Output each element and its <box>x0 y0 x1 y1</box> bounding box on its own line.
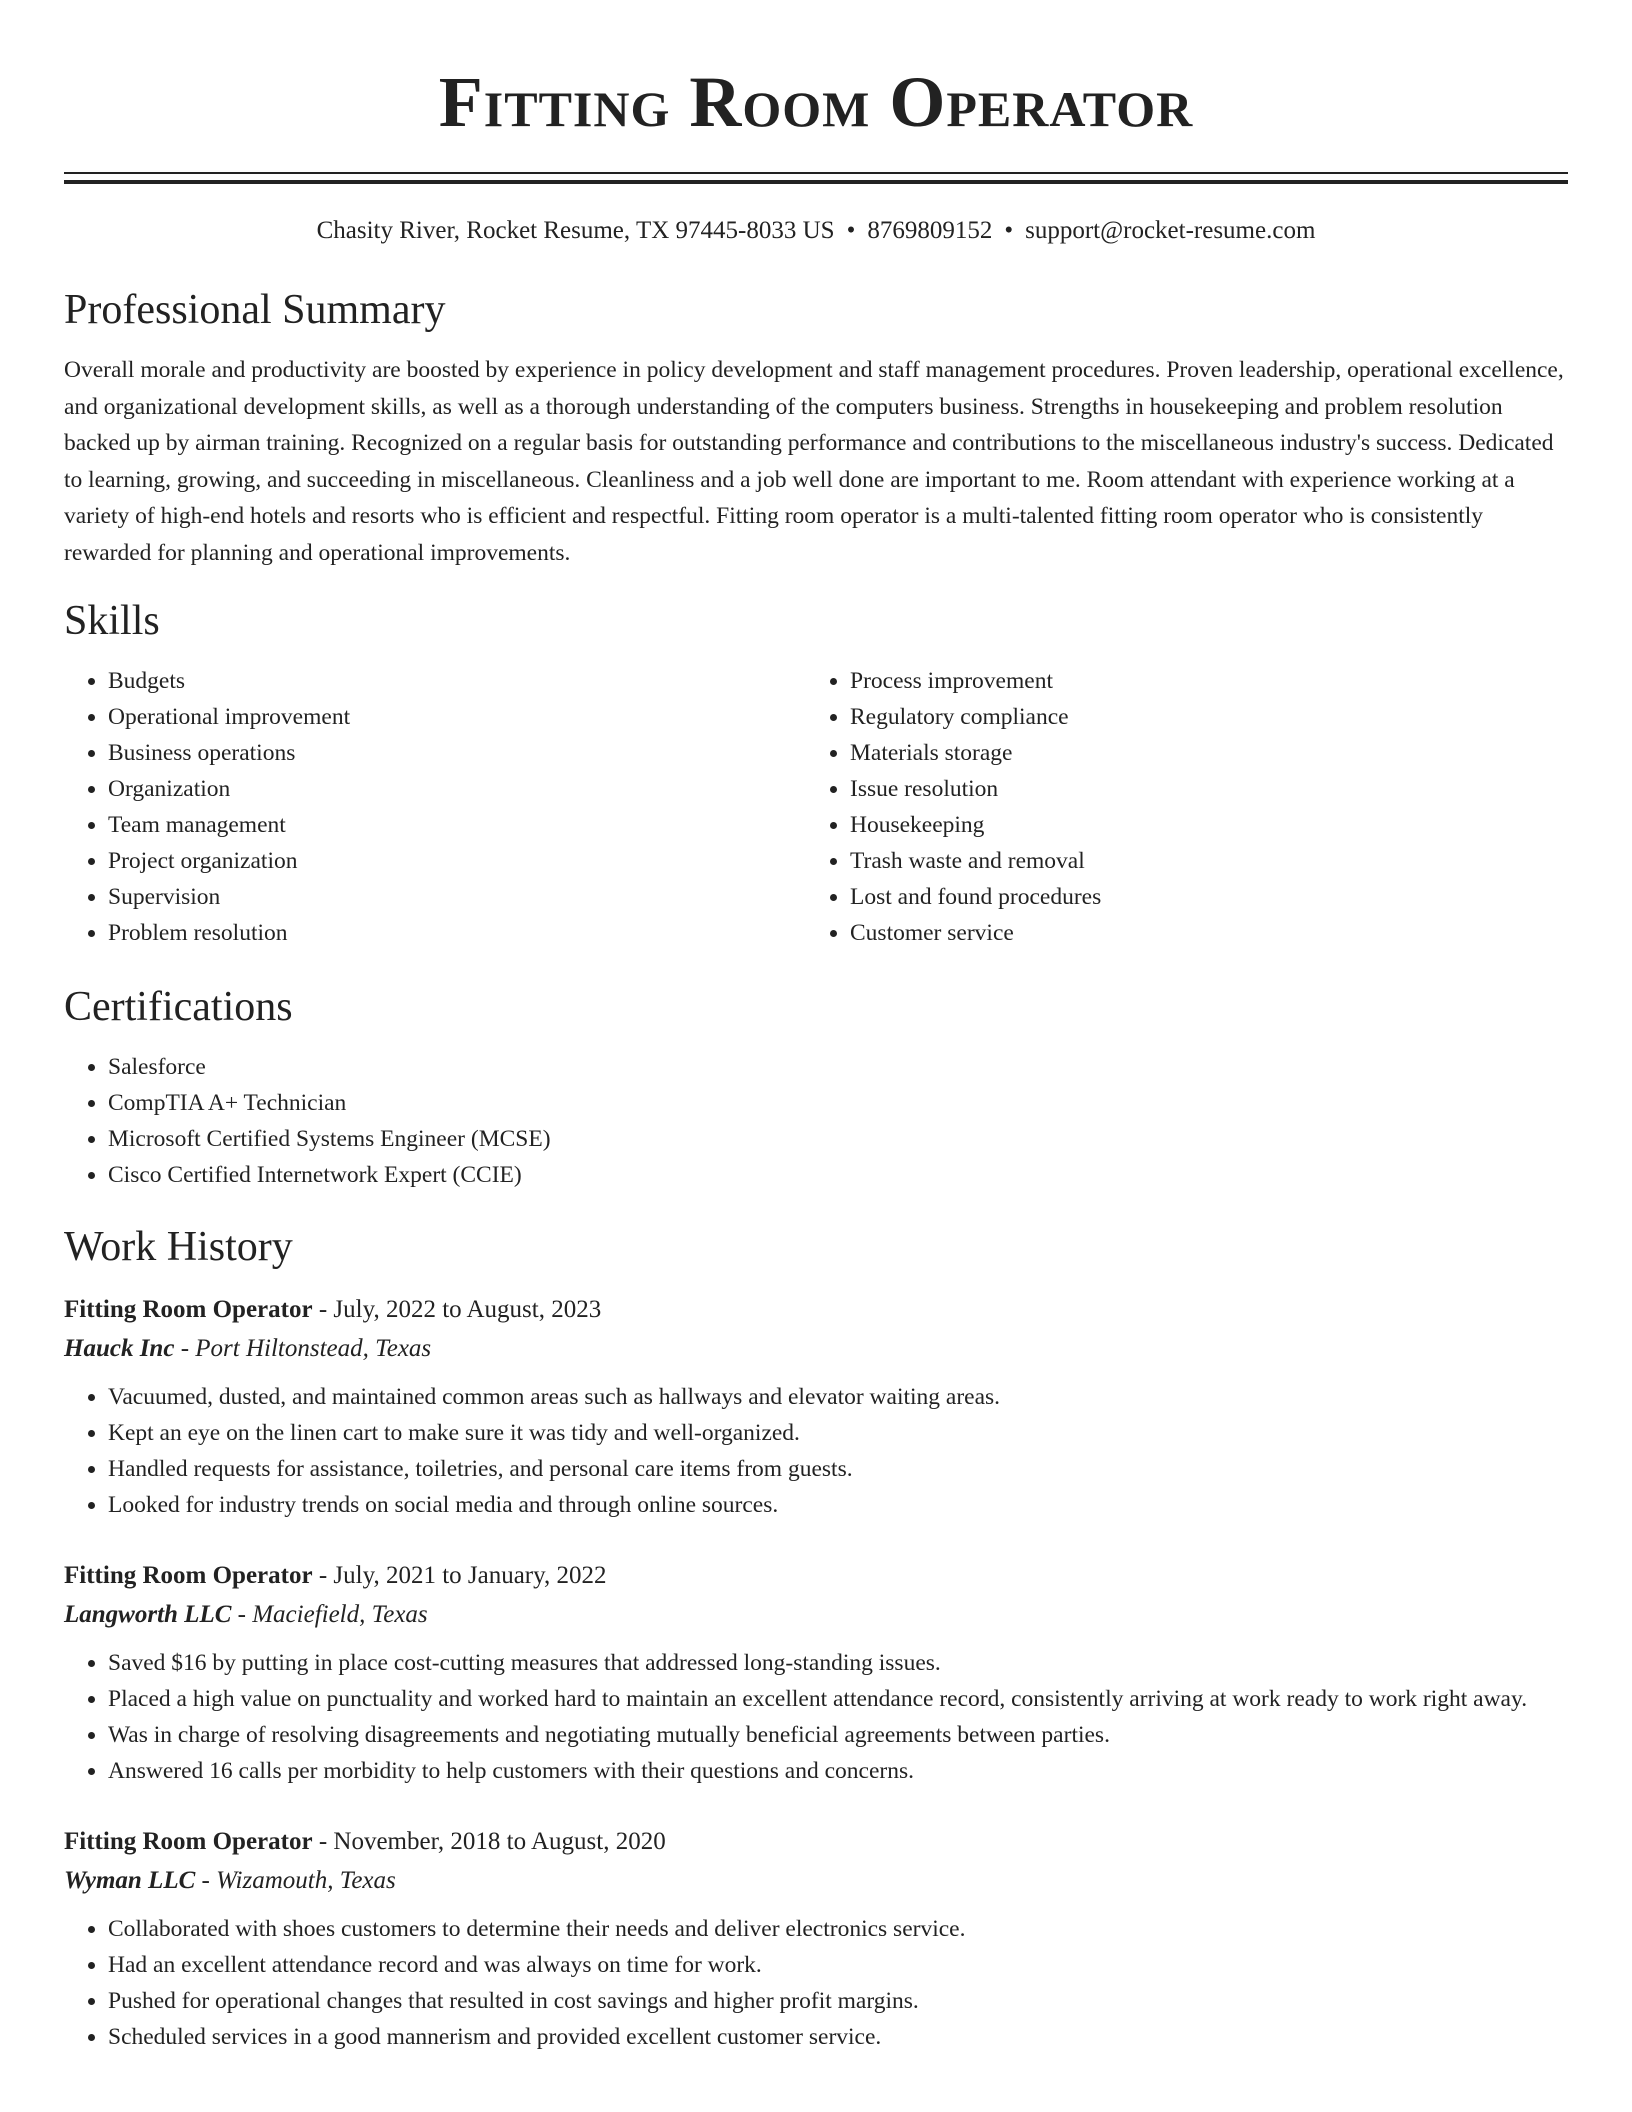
job-location: - Port Hiltonstead, Texas <box>174 1335 432 1362</box>
job-dates: - November, 2018 to August, 2020 <box>312 1828 666 1855</box>
job-title-line <box>64 1823 1568 1861</box>
skill-item: • Business operations <box>108 735 806 771</box>
skills-section <box>64 593 1568 951</box>
skill-item: • Supervision <box>108 879 806 915</box>
job-bullet: • Vacuumed, dusted, and maintained common areas such as hallways and elevator waiting areas. <box>108 1379 1568 1415</box>
resume-title: Fitting Room Operator <box>438 62 1194 142</box>
certification-item: • Salesforce <box>108 1049 1568 1085</box>
skill-item: • Customer service <box>850 915 1548 951</box>
job-company: Hauck Inc <box>64 1335 175 1362</box>
contact-separator: • <box>1004 217 1014 244</box>
skill-item: • Process improvement <box>850 663 1548 699</box>
skill-item: • Budgets <box>108 663 806 699</box>
job-entry <box>64 1557 1568 1789</box>
skill-item: • Lost and found procedures <box>850 879 1548 915</box>
contact-email[interactable]: support@rocket-resume.com <box>1025 217 1316 244</box>
job-bullet: • Handled requests for assistance, toiletries, and personal care items from guests. <box>108 1451 1568 1487</box>
skill-item: • Project organization <box>108 843 806 879</box>
work-history-heading: Work History <box>64 1224 293 1270</box>
job-bullet: • Scheduled services in a good mannerism and provided excellent customer service. <box>108 2019 1568 2055</box>
job-title: Fitting Room Operator <box>64 1828 313 1855</box>
job-entry <box>64 1291 1568 1523</box>
skill-item: • Operational improvement <box>108 699 806 735</box>
job-bullet: • Had an excellent attendance record and was always on time for work. <box>108 1947 1568 1983</box>
job-title-line <box>64 1557 1568 1595</box>
skill-item: • Organization <box>108 771 806 807</box>
job-bullet: • Kept an eye on the linen cart to make sure it was tidy and well-organized. <box>108 1415 1568 1451</box>
job-bullet: • Looked for industry trends on social media and through online sources. <box>108 1487 1568 1523</box>
title-divider <box>64 172 1568 184</box>
job-location: - Maciefield, Texas <box>231 1601 428 1628</box>
skill-item: • Problem resolution <box>108 915 806 951</box>
skill-item: • Team management <box>108 807 806 843</box>
skills-columns <box>64 663 1568 951</box>
job-bullet: • Pushed for operational changes that resulted in cost savings and higher profit margins. <box>108 1983 1568 2019</box>
certification-item: • Cisco Certified Internetwork Expert (CCIE) <box>108 1157 1568 1193</box>
job-company: Langworth LLC <box>64 1601 232 1628</box>
job-title: Fitting Room Operator <box>64 1562 313 1589</box>
job-bullet: • Saved $16 by putting in place cost-cutting measures that addressed long-standing issues. <box>108 1645 1568 1681</box>
certification-item: • Microsoft Certified Systems Engineer (MCSE) <box>108 1121 1568 1157</box>
job-company: Wyman LLC <box>64 1867 196 1894</box>
skill-item: • Regulatory compliance <box>850 699 1548 735</box>
job-entry <box>64 1823 1568 2055</box>
job-title: Fitting Room Operator <box>64 1296 313 1323</box>
resume-page <box>64 0 1568 2055</box>
contact-phone: 8769809152 <box>867 217 993 244</box>
job-title-line <box>64 1291 1568 1329</box>
certifications-heading: Certifications <box>64 984 293 1030</box>
job-bullet: • Was in charge of resolving disagreements and negotiating mutually beneficial agreements between parties. <box>108 1717 1568 1753</box>
skills-right-column <box>806 663 1548 951</box>
skill-item: • Housekeeping <box>850 807 1548 843</box>
job-bullet: • Answered 16 calls per morbidity to help customers with their questions and concerns. <box>108 1753 1568 1789</box>
job-bullet: • Placed a high value on punctuality and worked hard to maintain an excellent attendance record, consistently arriving at work ready to work right away. <box>108 1681 1568 1717</box>
certifications-section <box>64 979 1568 1193</box>
job-bullet: • Collaborated with shoes customers to determine their needs and deliver electronics service. <box>108 1911 1568 1947</box>
contact-line <box>64 214 1568 248</box>
contact-address: Chasity River, Rocket Resume, TX 97445-8033 US <box>316 217 835 244</box>
skill-item: • Issue resolution <box>850 771 1548 807</box>
skills-heading: Skills <box>64 598 160 644</box>
certification-item: • CompTIA A+ Technician <box>108 1085 1568 1121</box>
work-history-section <box>64 1219 1568 2055</box>
job-company-line <box>64 1595 1568 1635</box>
skill-item: • Materials storage <box>850 735 1548 771</box>
job-dates: - July, 2022 to August, 2023 <box>312 1296 602 1323</box>
job-location: - Wizamouth, Texas <box>195 1867 396 1894</box>
summary-text: Overall morale and productivity are boosted by experience in policy development and staff management procedures. Proven leadership, operational excellence, and organizational development skills, as well as a thorough understanding of the computers business. Strengths in housekeeping and problem resolution backed up by airman training. Recognized on a regular basis for outstanding performance and contributions to the miscellaneous industry's success. Dedicated to learning, growing, and succeeding in miscellaneous. Cleanliness and a job well done are important to me. Room attendant with experience working at a variety of high-end hotels and resorts who is efficient and respectful. Fitting room operator is a multi-talented fitting room operator who is consistently rewarded for planning and operational improvements. <box>64 357 1564 566</box>
contact-separator: • <box>846 217 856 244</box>
job-dates: - July, 2021 to January, 2022 <box>312 1562 607 1589</box>
summary-section <box>64 282 1568 571</box>
summary-heading: Professional Summary <box>64 287 446 333</box>
job-company-line <box>64 1861 1568 1901</box>
skills-left-column <box>64 663 806 951</box>
job-company-line <box>64 1329 1568 1369</box>
skill-item: • Trash waste and removal <box>850 843 1548 879</box>
